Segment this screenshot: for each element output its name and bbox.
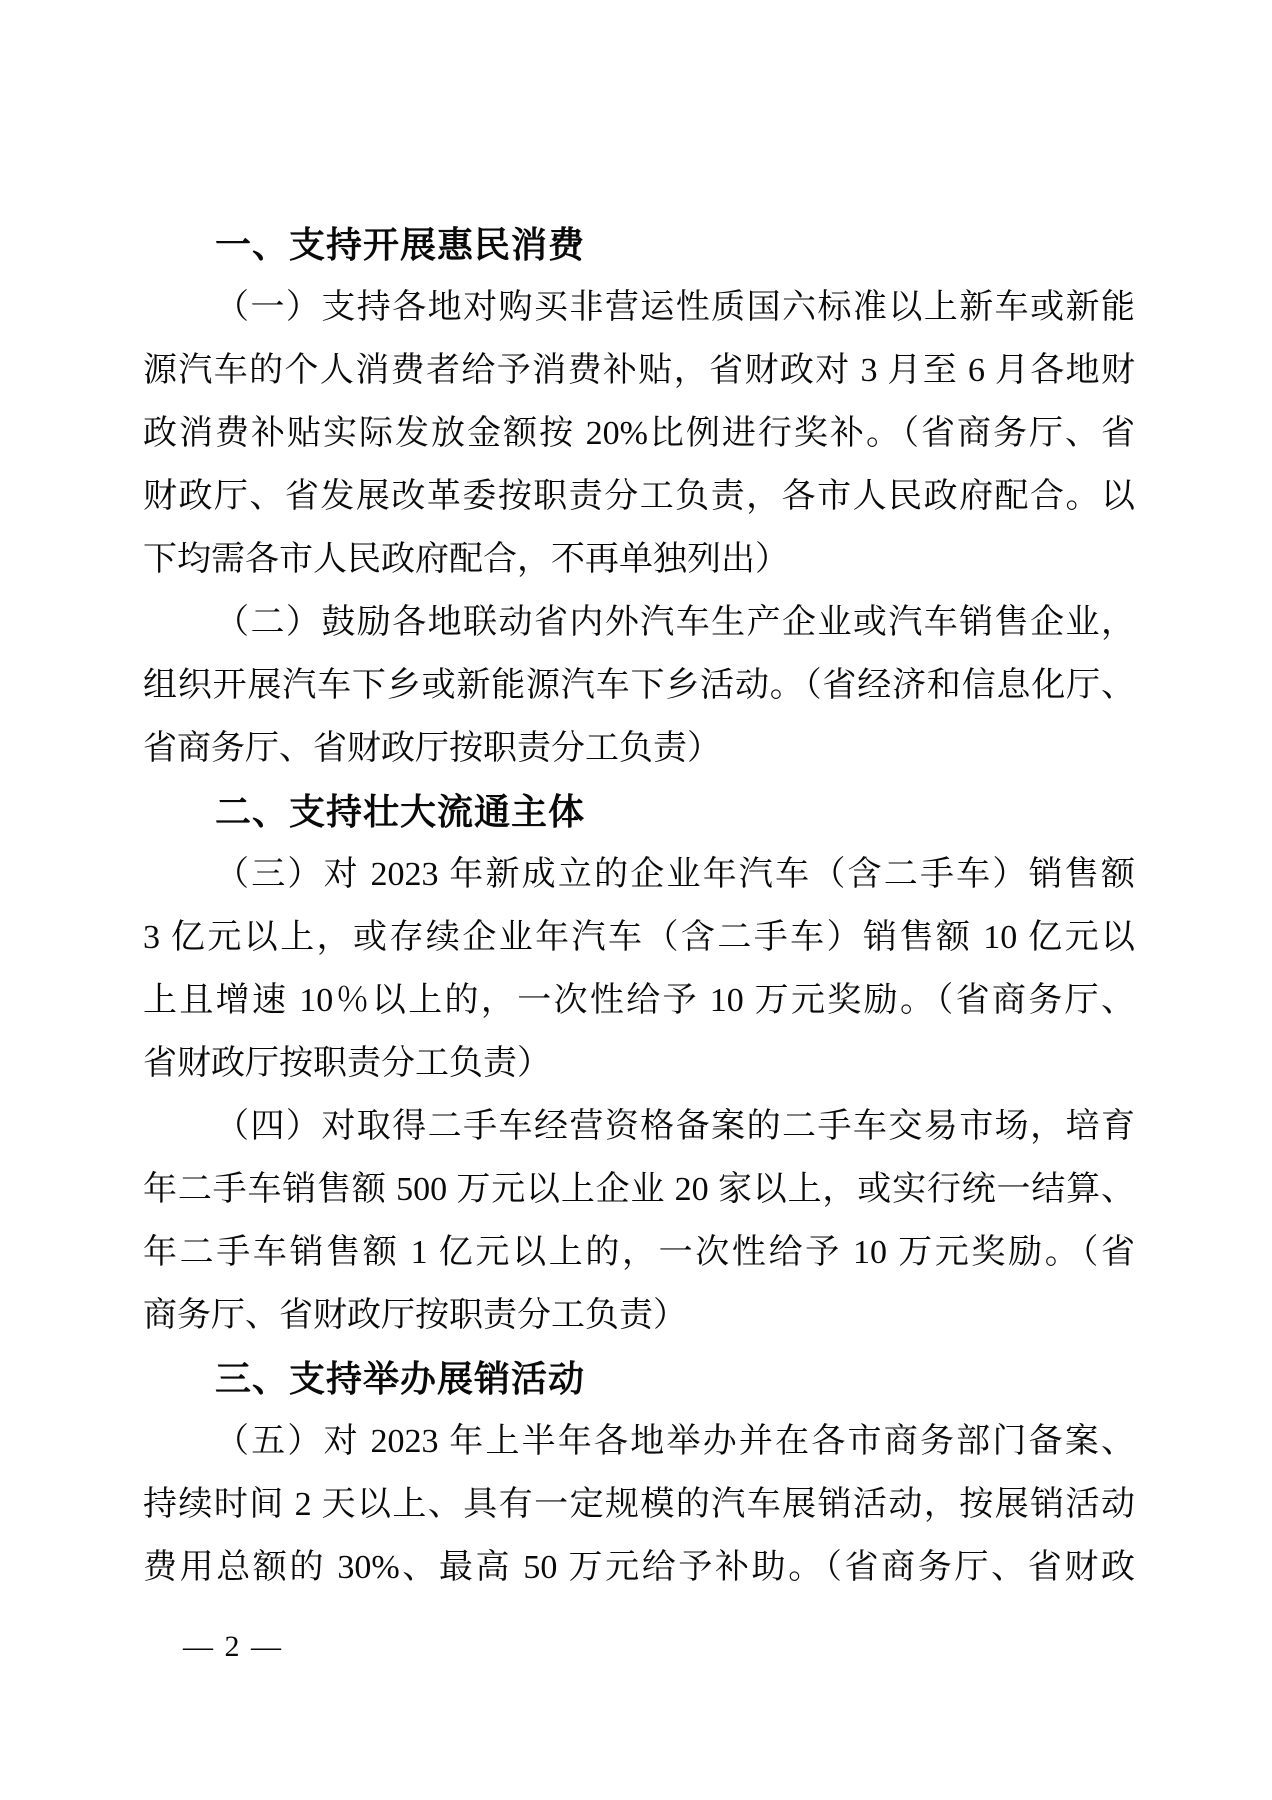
page-number: — 2 — bbox=[183, 1630, 283, 1663]
text-line: 费用总额的 30%、最高 50 万元给予补助。（省商务厅、省财政 bbox=[143, 1549, 1135, 1586]
text-line: 年二手车销售额 1 亿元以上的，一次性给予 10 万元奖励。（省 bbox=[143, 1234, 1135, 1271]
text-line: （四）对取得二手车经营资格备案的二手车交易市场，培育 bbox=[215, 1108, 1135, 1145]
text-line: 商务厅、省财政厅按职责分工负责） bbox=[143, 1297, 687, 1334]
text-line: 财政厅、省发展改革委按职责分工负责，各市人民政府配合。以 bbox=[143, 478, 1135, 515]
text-line: 3 亿元以上，或存续企业年汽车（含二手车）销售额 10 亿元以 bbox=[143, 919, 1135, 956]
text-line: （三）对 2023 年新成立的企业年汽车（含二手车）销售额 bbox=[215, 856, 1135, 893]
text-line: 省财政厅按职责分工负责） bbox=[143, 1045, 551, 1082]
text-line: 年二手车销售额 500 万元以上企业 20 家以上，或实行统一结算、 bbox=[143, 1171, 1135, 1208]
text-line: （五）对 2023 年上半年各地举办并在各市商务部门备案、 bbox=[215, 1423, 1135, 1460]
document-body bbox=[143, 213, 1135, 1599]
text-line: 上且增速 10％以上的，一次性给予 10 万元奖励。（省商务厅、 bbox=[143, 982, 1135, 1019]
text-line: 政消费补贴实际发放金额按 20%比例进行奖补。（省商务厅、省 bbox=[143, 415, 1135, 452]
section-heading-3: 三、支持举办展销活动 bbox=[215, 1358, 586, 1399]
text-line: 省商务厅、省财政厅按职责分工负责） bbox=[143, 730, 721, 767]
text-line: （一）支持各地对购买非营运性质国六标准以上新车或新能 bbox=[215, 289, 1135, 326]
section-heading-1: 一、支持开展惠民消费 bbox=[215, 224, 586, 265]
text-line: 源汽车的个人消费者给予消费补贴，省财政对 3 月至 6 月各地财 bbox=[143, 352, 1135, 389]
text-line: 持续时间 2 天以上、具有一定规模的汽车展销活动，按展销活动 bbox=[143, 1486, 1135, 1523]
text-line: （二）鼓励各地联动省内外汽车生产企业或汽车销售企业， bbox=[215, 604, 1135, 641]
text-line: 组织开展汽车下乡或新能源汽车下乡活动。（省经济和信息化厅、 bbox=[143, 667, 1135, 704]
text-line: 下均需各市人民政府配合，不再单独列出） bbox=[143, 541, 789, 578]
section-heading-2: 二、支持壮大流通主体 bbox=[215, 791, 586, 832]
